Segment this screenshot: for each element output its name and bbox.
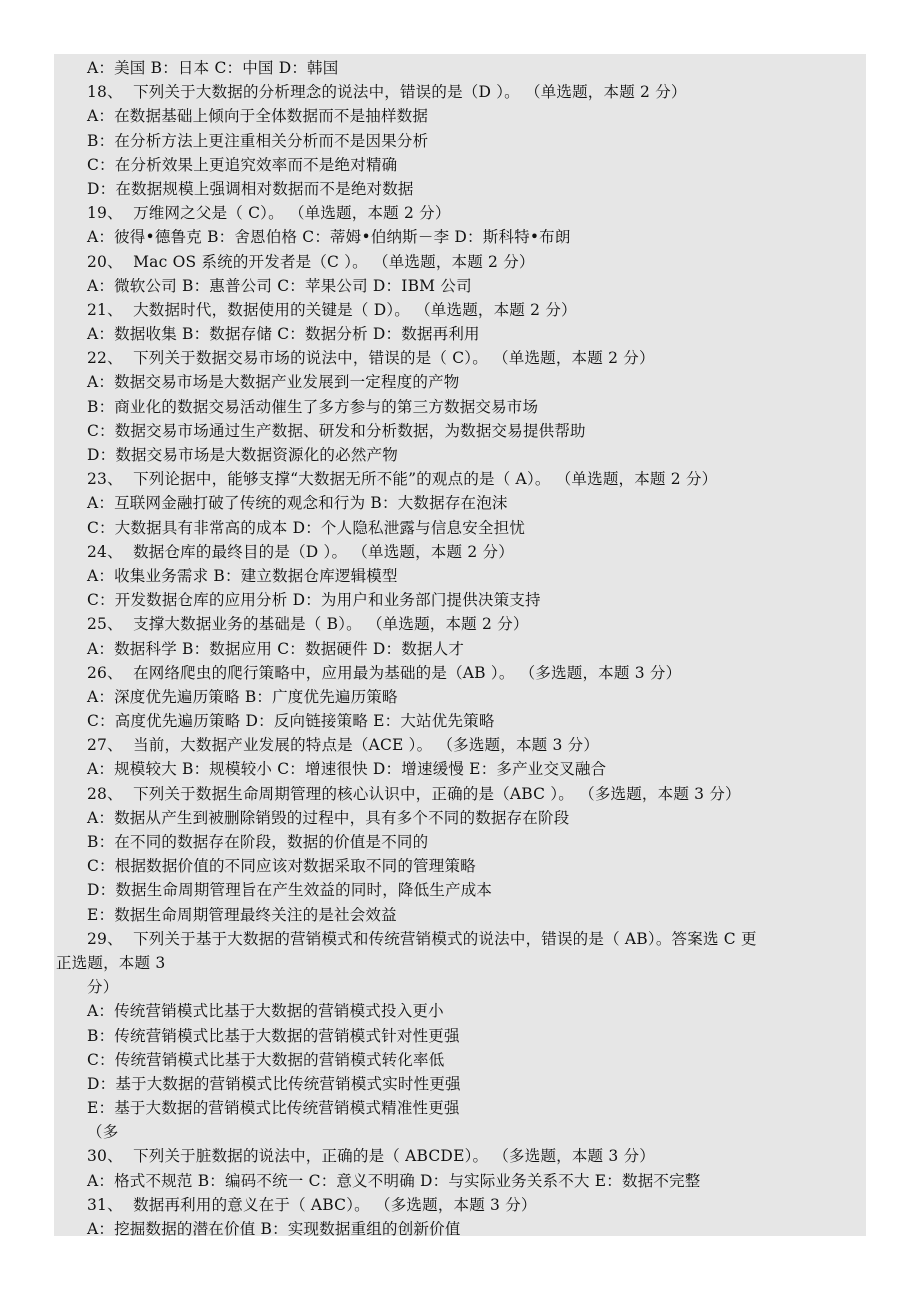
option-text: B：商业化的数据交易活动催生了多方参与的第三方数据交易市场 [87,397,539,416]
option-text: A：深度优先遍历策略 B：广度优先遍历策略 [87,687,398,706]
question-text: 19、 万维网之父是（ C）。 （单选题，本题 2 分） [87,204,451,223]
option-text: （多 [87,1123,119,1142]
option-text: 正选题，本题 3 [56,953,166,972]
option-text: 分） [87,978,119,997]
question-text: 29、 下列关于基于大数据的营销模式和传统营销模式的说法中，错误的是（ AB）。答案选 C 更 [87,929,757,948]
option-text: B：在不同的数据存在阶段，数据的价值是不同的 [87,833,429,851]
option-text: A：彼得•德鲁克 B：舍恩伯格 C：蒂姆•伯纳斯－李 D：斯科特•布朗 [87,228,571,247]
option-text: A：传统营销模式比基于大数据的营销模式投入更小 [87,1002,444,1021]
question-text: 30、 下列关于脏数据的说法中，正确的是（ ABCDE）。 （多选题，本题 3 分） [87,1147,655,1166]
option-text: C：根据数据价值的不同应该对数据采取不同的管理策略 [87,857,476,876]
document-page [54,54,866,1236]
option-text: C：开发数据仓库的应用分析 D：为用户和业务部门提供决策支持 [87,591,541,610]
question-text: 22、 下列关于数据交易市场的说法中，错误的是（ C）。 （单选题，本题 2 分） [87,349,655,368]
option-text: D：数据生命周期管理旨在产生效益的同时，降低生产成本 [87,881,493,900]
question-text: 25、 支撑大数据业务的基础是（ B）。 （单选题，本题 2 分） [87,615,529,634]
question-text: 21、 大数据时代，数据使用的关键是（ D）。 （单选题，本题 2 分） [87,300,577,319]
option-text: A：在数据基础上倾向于全体数据而不是抽样数据 [87,107,429,126]
option-text: A：挖掘数据的潜在价值 B：实现数据重组的创新价值 [87,1220,461,1238]
option-text: A：数据收集 B：数据存储 C：数据分析 D：数据再利用 [87,325,480,344]
option-text: D：在数据规模上强调相对数据而不是绝对数据 [87,179,414,198]
option-text: B：传统营销模式比基于大数据的营销模式针对性更强 [87,1026,460,1045]
option-text: C：高度优先遍历策略 D：反向链接策略 E：大站优先策略 [87,712,495,731]
question-text: 27、 当前，大数据产业发展的特点是（ACE ）。 （多选题，本题 3 分） [87,736,600,755]
option-text: A：收集业务需求 B：建立数据仓库逻辑模型 [87,566,398,585]
option-text: A：格式不规范 B：编码不统一 C：意义不明确 D：与实际业务关系不大 E：数据不完整 [87,1171,701,1190]
option-text: C：数据交易市场通过生产数据、研发和分析数据，为数据交易提供帮助 [87,421,586,440]
option-text: D：基于大数据的营销模式比传统营销模式实时性更强 [87,1074,461,1093]
option-text: C：大数据具有非常高的成本 D：个人隐私泄露与信息安全担忧 [87,518,526,537]
option-text: E：数据生命周期管理最终关注的是社会效益 [87,905,397,924]
question-text: 31、 数据再利用的意义在于（ ABC）。 （多选题，本题 3 分） [87,1195,537,1214]
question-text: 28、 下列关于数据生命周期管理的核心认识中，正确的是（ABC ）。 （多选题，本题 3 分） [87,784,741,803]
option-text: A：数据从产生到被删除销毁的过程中，具有多个不同的数据存在阶段 [87,808,570,827]
option-text: E：基于大数据的营销模式比传统营销模式精准性更强 [87,1099,460,1118]
question-text: 20、 Mac OS 系统的开发者是（C ）。 （单选题，本题 2 分） [87,252,535,271]
question-text: 24、 数据仓库的最终目的是（D ）。 （单选题，本题 2 分） [87,542,514,561]
option-text: A：数据科学 B：数据应用 C：数据硬件 D：数据人才 [87,639,465,658]
option-text: A：互联网金融打破了传统的观念和行为 B：大数据存在泡沫 [87,494,508,513]
question-list [54,54,866,1241]
question-text: 26、 在网络爬虫的爬行策略中，应用最为基础的是（AB ）。 （多选题，本题 3 分） [87,663,682,682]
option-text: B：在分析方法上更注重相关分析而不是因果分析 [87,131,429,150]
option-text: C：在分析效果上更追究效率而不是绝对精确 [87,155,398,174]
option-text: D：数据交易市场是大数据资源化的必然产物 [87,446,398,464]
option-text: A：美国 B：日本 C：中国 D：韩国 [87,59,339,77]
option-text: C：传统营销模式比基于大数据的营销模式转化率低 [87,1050,445,1069]
question-text: 18、 下列关于大数据的分析理念的说法中，错误的是（D ）。 （单选题，本题 2 分） [87,83,687,102]
option-text: A：规模较大 B：规模较小 C：增速很快 D：增速缓慢 E：多产业交叉融合 [87,760,607,779]
option-text: A：微软公司 B：惠普公司 C：苹果公司 D：IBM 公司 [87,276,472,295]
question-text: 23、 下列论据中，能够支撑“大数据无所不能”的观点的是（ A）。 （单选题，本题 2 分） [87,470,718,489]
option-text: A：数据交易市场是大数据产业发展到一定程度的产物 [87,373,460,392]
